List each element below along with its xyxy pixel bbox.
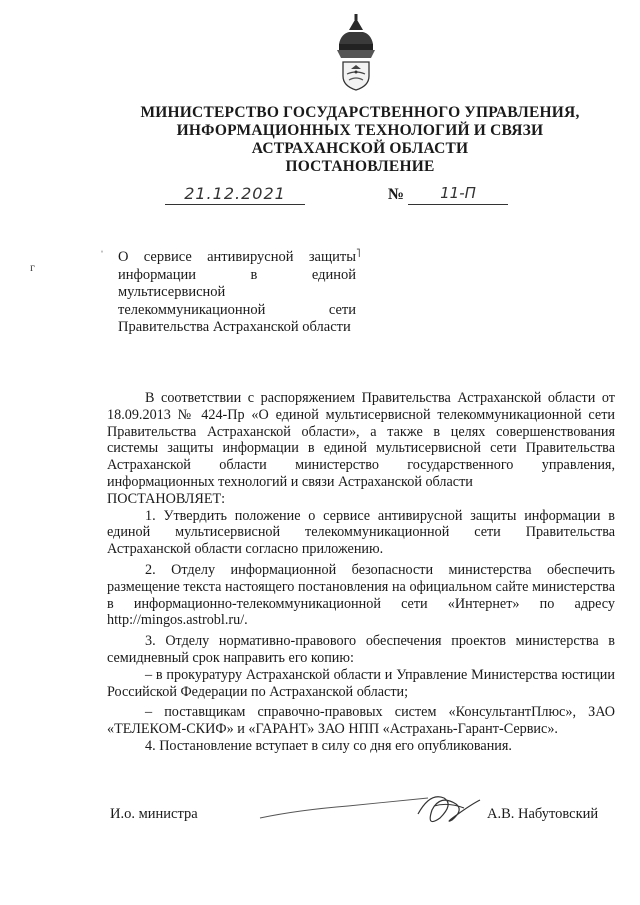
item-2: 2. Отделу информационной безопасности министерства обеспечить размещение текста настоящего постановления на официальном сайте министерства в информационно-телекоммуникационной сети «Интернет» по адресу http://mingos.astrobl.ru/.: [107, 561, 615, 629]
item-3a: – в прокуратуру Астраханской области и Управление Министерства юстиции Российской Федерации по Астраханской области;: [107, 666, 615, 700]
document-type: ПОСТАНОВЛЕНИЕ: [285, 158, 435, 175]
coat-of-arms-icon: [327, 14, 385, 92]
ministry-line-3: АСТРАХАНСКОЙ ОБЛАСТИ: [251, 140, 469, 157]
corner-mark-subject-right: ˥: [356, 246, 361, 260]
corner-mark-left: г: [30, 260, 35, 274]
corner-mark-subject-left: ˈ: [100, 248, 104, 262]
item-3b: – поставщикам справочно-правовых систем «КонсультантПлюс», ЗАО «ТЕЛЕКОМ-СКИФ» и «ГАРАНТ» ЗАО НПП «Астрахань-Гарант-Сервис».: [107, 704, 615, 738]
number-label: №: [388, 186, 405, 203]
decree-word: ПОСТАНОВЛЯЕТ:: [107, 490, 226, 507]
document-subject: О сервисе антивирусной защиты информации в единой мультисервисной телекоммуникационной сети Правительства Астраханской области: [118, 249, 356, 335]
item-4: 4. Постановление вступает в силу со дня его опубликования.: [145, 737, 512, 754]
signatory-name: А.В. Набутовский: [487, 806, 599, 822]
ministry-header: [100, 104, 620, 176]
item-3: 3. Отделу нормативно-правового обеспечения проектов министерства в семидневный срок направить его копию:: [107, 633, 615, 666]
ministry-line-1: МИНИСТЕРСТВО ГОСУДАРСТВЕННОГО УПРАВЛЕНИЯ,: [140, 104, 580, 121]
item-1: 1. Утвердить положение о сервисе антивирусной защиты информации в единой мультисервисной телекоммуникационной сети Правительства Астраханской области согласно приложению.: [107, 507, 615, 558]
document-body: [107, 390, 615, 755]
document-date: 21.12.2021: [165, 184, 305, 205]
preamble-paragraph: В соответствии с распоряжением Правительства Астраханской области от 18.09.2013 № 424-Пр «О единой мультисервисной телекоммуникационной сети Правительства Астраханской области», а также в целях совершенствования системы защиты информации в единой мультисервисной сети Правительства Астраханской области министерство государственного управления, информационных технологий и связи Астраханской области: [107, 390, 615, 490]
document-number: 11-П: [408, 184, 508, 205]
handwritten-signature: [258, 784, 498, 834]
signatory-title: И.о. министра: [110, 806, 198, 822]
ministry-line-2: ИНФОРМАЦИОННЫХ ТЕХНОЛОГИЙ И СВЯЗИ: [176, 122, 544, 139]
